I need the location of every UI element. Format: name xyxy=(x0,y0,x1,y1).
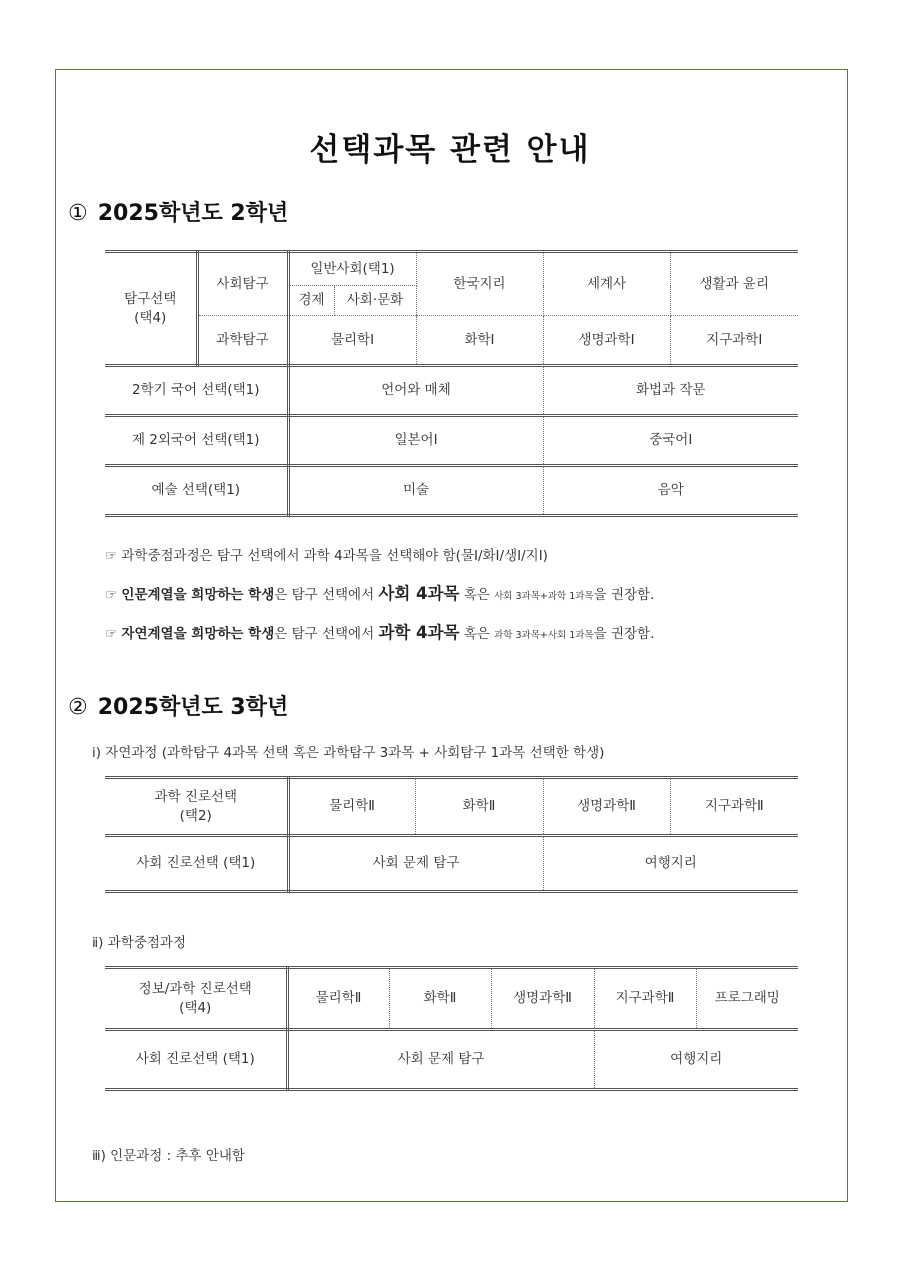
grade2-table xyxy=(105,250,798,517)
t1-science-label-cell xyxy=(105,778,288,836)
note-humanities-bold: 인문계열을 희망하는 학생 xyxy=(121,587,275,603)
note-humanities-mark: ☞ xyxy=(105,587,122,603)
world-history: 세계사 xyxy=(543,252,670,316)
t2-chemistry-2: 화학Ⅱ xyxy=(389,968,491,1030)
korean-geography: 한국지리 xyxy=(416,252,543,316)
t1-social-label: 사회 진로선택 (택1) xyxy=(105,836,288,892)
note-humanities-end: 을 권장함. xyxy=(593,587,655,603)
life-ethics: 생활과 윤리 xyxy=(670,252,798,316)
t2-social-label: 사회 진로선택 (택1) xyxy=(105,1030,287,1090)
page-title: 선택과목 관련 안내 xyxy=(309,132,591,168)
t1-science-pick: (택2) xyxy=(179,807,212,824)
t2-social-problems: 사회 문제 탐구 xyxy=(287,1030,594,1090)
track-natural-label: ⅰ) 자연과정 (과학탐구 4과목 선택 혹은 과학탐구 3과목 + 사회탐구 1과목 선택한 학생) xyxy=(92,745,605,761)
grade3-science-focus-table xyxy=(105,966,798,1091)
science-label: 과학탐구 xyxy=(197,316,288,366)
chemistry-1: 화학Ⅰ xyxy=(416,316,543,366)
section2-title: 2025학년도 3학년 xyxy=(97,695,289,720)
social-label: 사회탐구 xyxy=(197,252,288,316)
t1-physics-2: 물리학Ⅱ xyxy=(288,778,415,836)
section1-title: 2025학년도 2학년 xyxy=(97,201,289,226)
section1-number: ① xyxy=(68,201,88,226)
note-humanities xyxy=(105,580,654,604)
note-humanities-small: 사회 3과목+과학 1과목 xyxy=(494,591,594,602)
t2-travel-geography: 여행지리 xyxy=(594,1030,798,1090)
t1-science-label: 과학 진로선택 xyxy=(154,789,238,806)
note-natural-mid: 은 탐구 선택에서 xyxy=(274,626,379,642)
note-humanities-or: 혹은 xyxy=(459,587,495,603)
physics-1: 물리학Ⅰ xyxy=(288,316,416,366)
general-social: 일반사회(택1) xyxy=(288,252,416,286)
section1-heading xyxy=(68,196,288,227)
note-natural-bold: 자연계열을 희망하는 학생 xyxy=(121,626,275,642)
t2-science-label-cell xyxy=(105,968,287,1030)
korean-select-label: 2학기 국어 선택(택1) xyxy=(105,366,288,416)
section2-heading xyxy=(68,690,288,721)
society-culture: 사회·문화 xyxy=(334,286,416,316)
t1-earth-science-2: 지구과학Ⅱ xyxy=(670,778,798,836)
t2-biology-2: 생명과학Ⅱ xyxy=(491,968,594,1030)
t2-physics-2: 물리학Ⅱ xyxy=(287,968,389,1030)
inquiry-label-cell xyxy=(105,252,197,366)
t2-earth-science-2: 지구과학Ⅱ xyxy=(594,968,696,1030)
t1-travel-geography: 여행지리 xyxy=(543,836,798,892)
t1-biology-2: 생명과학Ⅱ xyxy=(543,778,670,836)
section2-number: ② xyxy=(68,695,88,720)
t2-science-pick: (택4) xyxy=(179,999,212,1016)
note-natural-end: 을 권장함. xyxy=(593,626,655,642)
biology-1: 생명과학Ⅰ xyxy=(543,316,670,366)
art-select-label: 예술 선택(택1) xyxy=(105,466,288,516)
note-science-focus: ☞ 과학중점과정은 탐구 선택에서 과학 4과목을 선택해야 함(물Ⅰ/화Ⅰ/생Ⅰ/지Ⅰ) xyxy=(105,548,548,564)
note-natural-or: 혹은 xyxy=(459,626,495,642)
track-humanities-label: ⅲ) 인문과정 : 추후 안내함 xyxy=(92,1148,245,1164)
track-science-focus-label: ⅱ) 과학중점과정 xyxy=(92,935,186,951)
korean-option-speech: 화법과 작문 xyxy=(543,366,798,416)
inquiry-label: 탐구선택 xyxy=(124,291,177,308)
note-natural-mark: ☞ xyxy=(105,626,122,642)
t1-social-problems: 사회 문제 탐구 xyxy=(288,836,543,892)
t2-programming: 프로그래밍 xyxy=(696,968,798,1030)
note-humanities-mid: 은 탐구 선택에서 xyxy=(274,587,379,603)
t2-science-label: 정보/과학 진로선택 xyxy=(138,981,252,998)
inquiry-pick: (택4) xyxy=(134,309,167,326)
economics: 경제 xyxy=(288,286,334,316)
japanese-1: 일본어Ⅰ xyxy=(288,416,543,466)
art-fine-arts: 미술 xyxy=(288,466,543,516)
art-music: 음악 xyxy=(543,466,798,516)
grade3-natural-table xyxy=(105,776,798,893)
earth-science-1: 지구과학Ⅰ xyxy=(670,316,798,366)
note-humanities-big: 사회 4과목 xyxy=(378,584,460,603)
note-natural xyxy=(105,619,654,643)
note-natural-small: 과학 3과목+사회 1과목 xyxy=(494,630,594,641)
chinese-1: 중국어Ⅰ xyxy=(543,416,798,466)
t1-chemistry-2: 화학Ⅱ xyxy=(415,778,543,836)
note-natural-big: 과학 4과목 xyxy=(378,623,460,642)
korean-option-media: 언어와 매체 xyxy=(288,366,543,416)
foreign-select-label: 제 2외국어 선택(택1) xyxy=(105,416,288,466)
